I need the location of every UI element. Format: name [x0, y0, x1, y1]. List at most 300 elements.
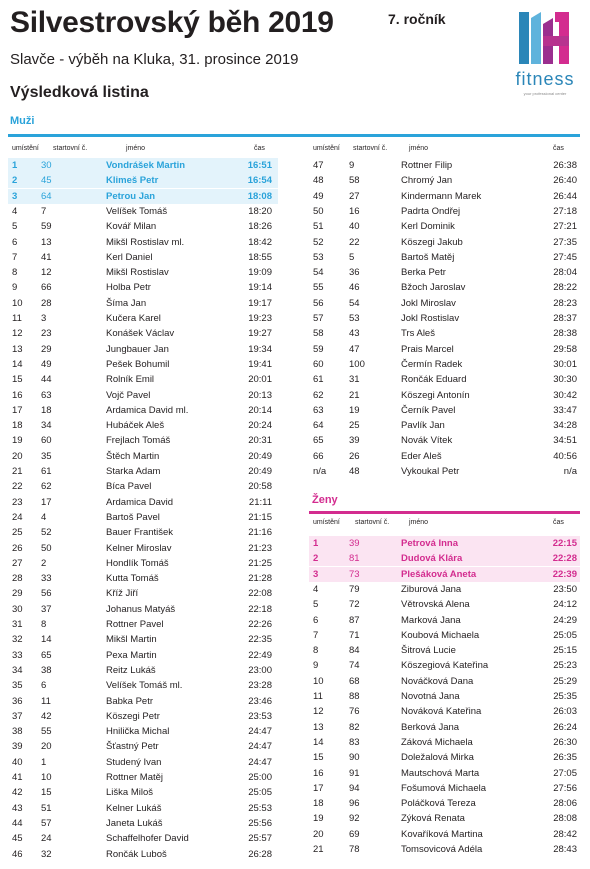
col-header-place: umístění: [313, 145, 340, 152]
runner-name-cell: Poláčková Tereza: [401, 798, 476, 810]
runner-name-cell: Větrovská Alena: [401, 599, 470, 611]
place-cell: 6: [12, 236, 18, 248]
runner-name-cell: Starka Adam: [106, 466, 161, 477]
time-cell: 23:46: [248, 695, 272, 707]
runner-name-cell: Kovaříková Martina: [401, 828, 483, 840]
start-number-cell: 32: [41, 848, 52, 860]
place-cell: 17: [313, 782, 324, 794]
col-header-start: startovní č.: [353, 145, 388, 152]
runner-name-cell: Jungbauer Jan: [106, 343, 169, 355]
start-number-cell: 55: [41, 726, 52, 738]
start-number-cell: 9: [349, 160, 355, 171]
start-number-cell: 20: [41, 741, 52, 753]
runner-name-cell: Rončák Eduard: [401, 374, 467, 386]
place-cell: 49: [313, 190, 324, 202]
table-row: [8, 525, 278, 540]
table-row: [8, 495, 278, 510]
runner-name-cell: Pešek Bohumil: [106, 358, 170, 370]
place-cell: 16: [313, 767, 324, 779]
start-number-cell: 52: [41, 527, 52, 539]
start-number-cell: 43: [349, 328, 360, 340]
runner-name-cell: Janeta Lukáš: [106, 817, 163, 829]
start-number-cell: 17: [41, 496, 52, 508]
place-cell: 51: [313, 221, 324, 233]
women-column-header: [309, 517, 580, 530]
runner-name-cell: Kindermann Marek: [401, 190, 482, 202]
time-cell: 30:01: [553, 358, 577, 370]
table-row: [8, 847, 278, 862]
start-number-cell: 62: [41, 481, 52, 493]
table-row: [8, 296, 278, 311]
place-cell: 24: [12, 511, 23, 523]
start-number-cell: 50: [41, 542, 52, 554]
start-number-cell: 35: [41, 450, 52, 462]
event-subtitle: Slavče - výběh na Kluka, 31. prosince 2019: [10, 51, 299, 68]
place-cell: 31: [12, 619, 23, 630]
place-cell: 20: [313, 828, 324, 840]
place-cell: 15: [12, 374, 23, 386]
start-number-cell: 41: [41, 251, 52, 263]
start-number-cell: 68: [349, 675, 360, 687]
time-cell: 22:49: [248, 649, 272, 661]
start-number-cell: 46: [349, 282, 360, 294]
place-cell: 9: [12, 282, 18, 294]
place-cell: 65: [313, 435, 324, 447]
results-heading: Výsledková listina: [10, 84, 149, 101]
time-cell: 24:12: [553, 599, 577, 611]
place-cell: 5: [313, 599, 319, 611]
time-cell: 25:05: [248, 787, 272, 799]
time-cell: 22:08: [248, 588, 272, 600]
time-cell: 26:38: [553, 160, 577, 171]
start-number-cell: 13: [41, 236, 52, 248]
start-number-cell: 49: [41, 358, 52, 370]
time-cell: 21:15: [248, 511, 272, 523]
time-cell: 25:57: [248, 833, 272, 845]
col-header-time: čas: [254, 145, 265, 152]
place-cell: 3: [12, 190, 18, 202]
table-row: [309, 643, 580, 658]
time-cell: 33:47: [553, 404, 577, 416]
runner-name-cell: Bartoš Matěj: [401, 251, 455, 263]
place-cell: 29: [12, 588, 23, 600]
runner-name-cell: Köszegi Petr: [106, 710, 160, 722]
start-number-cell: 44: [41, 374, 52, 386]
place-cell: 10: [313, 675, 324, 687]
time-cell: 21:28: [248, 573, 272, 585]
time-cell: 28:42: [553, 828, 577, 840]
runner-name-cell: Pexa Martin: [106, 649, 157, 661]
table-row: [309, 204, 580, 219]
start-number-cell: 71: [349, 629, 360, 641]
time-cell: 22:39: [552, 568, 577, 580]
start-number-cell: 23: [41, 328, 52, 340]
fitness-logo: [512, 10, 578, 98]
time-cell: 21:25: [248, 557, 272, 569]
runner-name-cell: Kerl Dominik: [401, 221, 455, 233]
table-row: [8, 755, 278, 770]
start-number-cell: 31: [349, 374, 360, 386]
time-cell: 20:13: [248, 389, 272, 401]
place-cell: 2: [313, 553, 319, 565]
time-cell: 20:49: [248, 466, 272, 477]
place-cell: 52: [313, 236, 324, 248]
time-cell: 21:23: [248, 542, 272, 554]
start-number-cell: 1: [41, 756, 47, 768]
time-cell: 27:56: [553, 782, 577, 794]
table-row: [8, 265, 278, 280]
table-row: [309, 403, 580, 418]
start-number-cell: 79: [349, 583, 360, 595]
runner-name-cell: Hubáček Aleš: [106, 420, 165, 432]
table-row: [309, 628, 580, 643]
runner-name-cell: Klimeš Petr: [106, 175, 159, 187]
time-cell: 28:23: [553, 297, 577, 309]
runner-name-cell: Vondrášek Martin: [106, 160, 186, 171]
time-cell: 27:21: [553, 221, 577, 233]
time-cell: 25:29: [553, 675, 577, 687]
start-number-cell: 91: [349, 767, 360, 779]
place-cell: 33: [12, 649, 23, 661]
start-number-cell: 14: [41, 634, 52, 646]
time-cell: 34:51: [553, 435, 577, 447]
table-row: [309, 567, 580, 582]
time-cell: 19:14: [248, 282, 272, 294]
runner-name-cell: Nováková Kateřina: [401, 706, 482, 718]
men-section-bar: [8, 134, 580, 137]
table-row: [309, 158, 580, 173]
start-number-cell: 51: [41, 802, 52, 814]
table-row: [309, 280, 580, 295]
place-cell: 56: [313, 297, 324, 309]
time-cell: 19:23: [248, 313, 272, 324]
place-cell: 4: [12, 205, 18, 217]
start-number-cell: 36: [349, 267, 360, 279]
place-cell: 53: [313, 251, 324, 263]
table-row: [8, 785, 278, 800]
table-row: [309, 536, 580, 551]
start-number-cell: 90: [349, 752, 360, 764]
time-cell: 18:55: [248, 251, 272, 263]
start-number-cell: 3: [41, 313, 47, 324]
place-cell: 10: [12, 297, 23, 309]
time-cell: 26:35: [553, 752, 577, 764]
place-cell: 45: [12, 833, 23, 845]
table-row: [8, 541, 278, 556]
place-cell: 57: [313, 313, 324, 324]
start-number-cell: 74: [349, 660, 360, 672]
table-row: [309, 582, 580, 597]
time-cell: 25:23: [553, 660, 577, 672]
time-cell: 20:49: [248, 450, 272, 462]
place-cell: 66: [313, 450, 324, 462]
time-cell: 28:43: [553, 844, 577, 855]
table-row: [309, 250, 580, 265]
place-cell: 4: [313, 583, 319, 595]
time-cell: 25:00: [248, 772, 272, 783]
runner-name-cell: Köszegi Jakub: [401, 236, 463, 248]
runner-name-cell: Kutta Tomáš: [106, 573, 159, 585]
time-cell: 25:53: [248, 802, 272, 814]
time-cell: 22:18: [248, 603, 272, 615]
place-cell: 13: [12, 343, 23, 355]
time-cell: 28:22: [553, 282, 577, 294]
start-number-cell: 84: [349, 645, 360, 657]
runner-name-cell: Holba Petr: [106, 282, 151, 294]
time-cell: 20:58: [248, 481, 272, 493]
table-row: [309, 766, 580, 781]
table-row: [309, 235, 580, 250]
right-column-header: [309, 143, 580, 156]
runner-name-cell: Čermín Radek: [401, 358, 463, 370]
edition-label: 7. ročník: [388, 11, 446, 27]
time-cell: 28:08: [553, 813, 577, 825]
place-cell: 27: [12, 557, 23, 569]
runner-name-cell: Studený Ivan: [106, 756, 162, 768]
place-cell: 6: [313, 614, 319, 626]
place-cell: 28: [12, 573, 23, 585]
logo-tagline: your professional center: [523, 91, 567, 96]
place-cell: 43: [12, 802, 23, 814]
place-cell: 12: [12, 328, 23, 340]
time-cell: 20:24: [248, 420, 272, 432]
runner-name-cell: Berka Petr: [401, 267, 446, 279]
place-cell: 21: [12, 466, 23, 477]
place-cell: 18: [12, 420, 23, 432]
runner-name-cell: Rottner Matěj: [106, 772, 164, 783]
runner-name-cell: Tomsovicová Adéla: [401, 844, 483, 855]
time-cell: 27:45: [553, 251, 577, 263]
time-cell: 16:51: [247, 160, 272, 171]
start-number-cell: 6: [41, 680, 47, 692]
start-number-cell: 63: [41, 389, 52, 401]
start-number-cell: 72: [349, 599, 360, 611]
table-row: [309, 464, 580, 479]
start-number-cell: 83: [349, 736, 360, 748]
place-cell: 32: [12, 634, 23, 646]
table-row: [309, 551, 580, 566]
table-row: [8, 388, 278, 403]
time-cell: 18:26: [248, 221, 272, 233]
table-row: [8, 464, 278, 479]
table-row: [8, 831, 278, 846]
place-cell: 26: [12, 542, 23, 554]
table-row: [8, 357, 278, 372]
start-number-cell: 88: [349, 691, 360, 702]
start-number-cell: 18: [41, 404, 52, 416]
time-cell: 20:01: [248, 374, 272, 386]
runner-name-cell: Pavlík Jan: [401, 420, 445, 432]
place-cell: 62: [313, 389, 324, 401]
time-cell: 20:31: [248, 435, 272, 447]
time-cell: 19:34: [248, 343, 272, 355]
runner-name-cell: Vojč Pavel: [106, 389, 151, 401]
runner-name-cell: Berková Jana: [401, 721, 460, 733]
table-row: [8, 694, 278, 709]
start-number-cell: 34: [41, 420, 52, 432]
table-row: [8, 678, 278, 693]
time-cell: 28:04: [553, 267, 577, 279]
col-header-name: jméno: [126, 145, 146, 152]
table-row: [8, 586, 278, 601]
start-number-cell: 94: [349, 782, 360, 794]
runner-name-cell: Hnilička Michal: [106, 726, 170, 738]
runner-name-cell: Mikšl Rostislav: [106, 267, 169, 279]
women-section-bar: [309, 511, 580, 514]
place-cell: 54: [313, 267, 324, 279]
table-row: [309, 704, 580, 719]
runner-name-cell: Mautschová Marta: [401, 767, 480, 779]
place-cell: 7: [12, 251, 18, 263]
time-cell: 28:38: [553, 328, 577, 340]
table-row: [309, 613, 580, 628]
table-row: [8, 372, 278, 387]
runner-name-cell: Kerl Daniel: [106, 251, 153, 263]
runner-name-cell: Šťastný Petr: [106, 741, 159, 753]
table-row: [309, 326, 580, 341]
table-row: [8, 204, 278, 219]
runner-name-cell: Babka Petr: [106, 695, 153, 707]
time-cell: 25:15: [553, 645, 577, 657]
place-cell: 42: [12, 787, 23, 799]
time-cell: 30:30: [553, 374, 577, 386]
runner-name-cell: Kříž Jiří: [106, 588, 139, 600]
table-row: [8, 663, 278, 678]
place-cell: n/a: [313, 466, 327, 477]
start-number-cell: 64: [41, 190, 52, 202]
place-cell: 63: [313, 404, 324, 416]
runner-name-cell: Velíšek Tomáš: [106, 205, 168, 217]
table-row: [309, 296, 580, 311]
start-number-cell: 15: [41, 787, 52, 799]
time-cell: 18:20: [248, 205, 272, 217]
runner-name-cell: Rottner Pavel: [106, 619, 164, 630]
place-cell: 23: [12, 496, 23, 508]
start-number-cell: 24: [41, 833, 52, 845]
runner-name-cell: Vykoukal Petr: [401, 466, 460, 477]
time-cell: 40:56: [553, 450, 577, 462]
time-cell: 19:27: [248, 328, 272, 340]
table-row: [8, 602, 278, 617]
runner-name-cell: Novotná Jana: [401, 691, 460, 702]
table-row: [309, 689, 580, 704]
fitness-logo-mark-icon: [517, 10, 573, 66]
table-row: [309, 597, 580, 612]
time-cell: 26:03: [553, 706, 577, 718]
place-cell: 44: [12, 817, 23, 829]
place-cell: 1: [313, 538, 319, 549]
place-cell: 12: [313, 706, 324, 718]
table-row: [8, 280, 278, 295]
runner-name-cell: Štěch Martin: [106, 450, 160, 462]
table-row: [8, 418, 278, 433]
time-cell: 24:47: [248, 726, 272, 738]
place-cell: 19: [12, 435, 23, 447]
table-row: [8, 816, 278, 831]
runner-name-cell: Koubová Michaela: [401, 629, 480, 641]
logo-wordmark: fitness: [515, 69, 575, 89]
start-number-cell: 73: [349, 568, 360, 580]
table-row: [309, 735, 580, 750]
start-number-cell: 54: [349, 297, 360, 309]
runner-name-cell: Ziburová Jana: [401, 583, 462, 595]
place-cell: 35: [12, 680, 23, 692]
runner-name-cell: Dudová Klára: [401, 553, 463, 565]
col-header-place: umístění: [313, 519, 340, 526]
table-row: [309, 750, 580, 765]
place-cell: 11: [313, 691, 323, 702]
start-number-cell: 10: [41, 772, 52, 783]
runner-name-cell: Velíšek Tomáš ml.: [106, 680, 183, 692]
place-cell: 20: [12, 450, 23, 462]
start-number-cell: 48: [349, 466, 360, 477]
table-row: [309, 265, 580, 280]
start-number-cell: 92: [349, 813, 360, 825]
runner-name-cell: Bžoch Jaroslav: [401, 282, 466, 294]
place-cell: 48: [313, 175, 324, 187]
runner-name-cell: Liška Miloš: [106, 787, 153, 799]
runner-name-cell: Trs Aleš: [401, 328, 435, 340]
runner-name-cell: Hondlík Tomáš: [106, 557, 169, 569]
table-row: [309, 388, 580, 403]
time-cell: 26:44: [553, 190, 577, 202]
runner-name-cell: Petrou Jan: [106, 190, 156, 202]
table-row: [8, 235, 278, 250]
table-row: [309, 781, 580, 796]
table-row: [309, 796, 580, 811]
runner-name-cell: Černík Pavel: [401, 404, 456, 416]
col-header-name: jméno: [409, 145, 429, 152]
table-row: [8, 158, 278, 173]
start-number-cell: 37: [41, 603, 52, 615]
start-number-cell: 76: [349, 706, 360, 718]
time-cell: 23:53: [248, 710, 272, 722]
place-cell: 9: [313, 660, 319, 672]
place-cell: 19: [313, 813, 324, 825]
start-number-cell: 39: [349, 435, 360, 447]
place-cell: 1: [12, 160, 18, 171]
table-row: [8, 219, 278, 234]
runner-name-cell: Kelner Lukáš: [106, 802, 162, 814]
place-cell: 40: [12, 756, 23, 768]
runner-name-cell: Šíma Jan: [106, 297, 147, 309]
col-header-start: startovní č.: [53, 145, 88, 152]
col-header-place: umístění: [12, 145, 39, 152]
men-results-table-left: [8, 158, 278, 864]
time-cell: 26:40: [553, 175, 577, 187]
table-row: [8, 250, 278, 265]
table-row: [8, 648, 278, 663]
runner-name-cell: Konášek Václav: [106, 328, 175, 340]
start-number-cell: 53: [349, 313, 360, 324]
table-row: [8, 739, 278, 754]
runner-name-cell: Mikšl Rostislav ml.: [106, 236, 185, 248]
time-cell: 25:35: [553, 691, 577, 702]
start-number-cell: 22: [349, 236, 360, 248]
runner-name-cell: Reitz Lukáš: [106, 664, 156, 676]
table-row: [8, 770, 278, 785]
time-cell: 21:16: [248, 527, 272, 539]
runner-name-cell: Zýková Renata: [401, 813, 465, 825]
place-cell: 3: [313, 568, 319, 580]
start-number-cell: 16: [349, 205, 360, 217]
time-cell: 34:28: [553, 420, 577, 432]
runner-name-cell: Rolník Emil: [106, 374, 155, 386]
time-cell: 22:26: [248, 619, 272, 630]
runner-name-cell: Padrta Ondřej: [401, 205, 461, 217]
place-cell: 41: [12, 772, 23, 783]
start-number-cell: 69: [349, 828, 360, 840]
